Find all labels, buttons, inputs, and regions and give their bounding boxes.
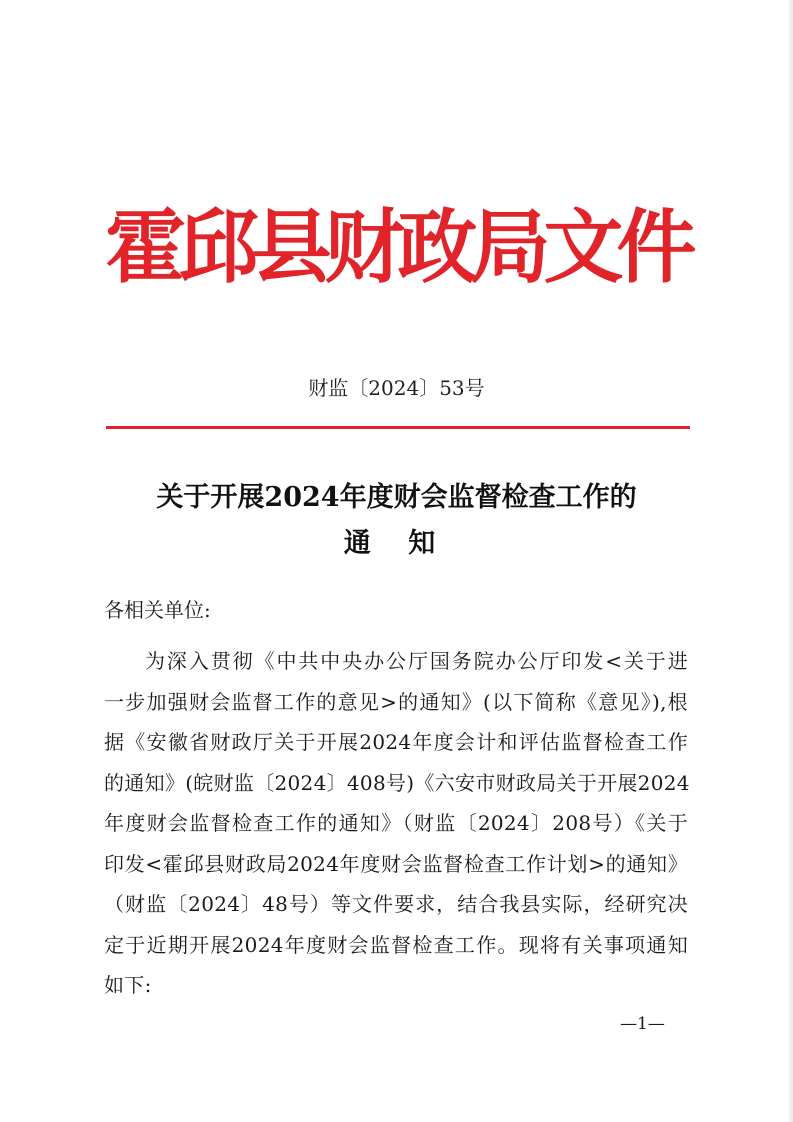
body-line: 年度财会监督检查工作的通知》（财监〔2024〕208号）《关于 xyxy=(104,811,688,835)
salutation: 各相关单位: xyxy=(104,598,211,622)
body-line: 定于近期开展2024年度财会监督检查工作。现将有关事项通知 xyxy=(104,932,688,957)
body-line: 印发<霍邱县财政局2024年度财会监督检查工作计划>的通知》 xyxy=(104,851,688,876)
red-separator-line xyxy=(106,426,690,429)
scan-edge-shadow xyxy=(787,0,793,1122)
body-line: 据《安徽省财政厅关于开展2024年度会计和评估监督检查工作 xyxy=(104,730,688,754)
notice-title-line-2: 通 知 xyxy=(343,528,450,559)
notice-title-line-1: 关于开展2024年度财会监督检查工作的 xyxy=(156,482,637,513)
agency-header-title: 霍邱县财政局文件 xyxy=(105,200,690,294)
page-number: —1— xyxy=(620,1014,665,1034)
notice-title xyxy=(0,475,793,567)
body-line: （财监〔2024〕48号）等文件要求，结合我县实际，经研究决 xyxy=(104,892,688,916)
body-line: 如下: xyxy=(104,973,152,997)
body-line: 为深入贯彻《中共中央办公厅国务院办公厅印发<关于进 xyxy=(145,649,688,673)
body-line: 的通知》(皖财监〔2024〕408号)《六安市财政局关于开展2024 xyxy=(104,770,690,795)
body-line: 一步加强财会监督工作的意见>的通知》(以下简称《意见》),根 xyxy=(104,689,688,714)
body-paragraph xyxy=(104,641,688,1006)
document-number: 财监〔2024〕53号 xyxy=(308,376,485,400)
